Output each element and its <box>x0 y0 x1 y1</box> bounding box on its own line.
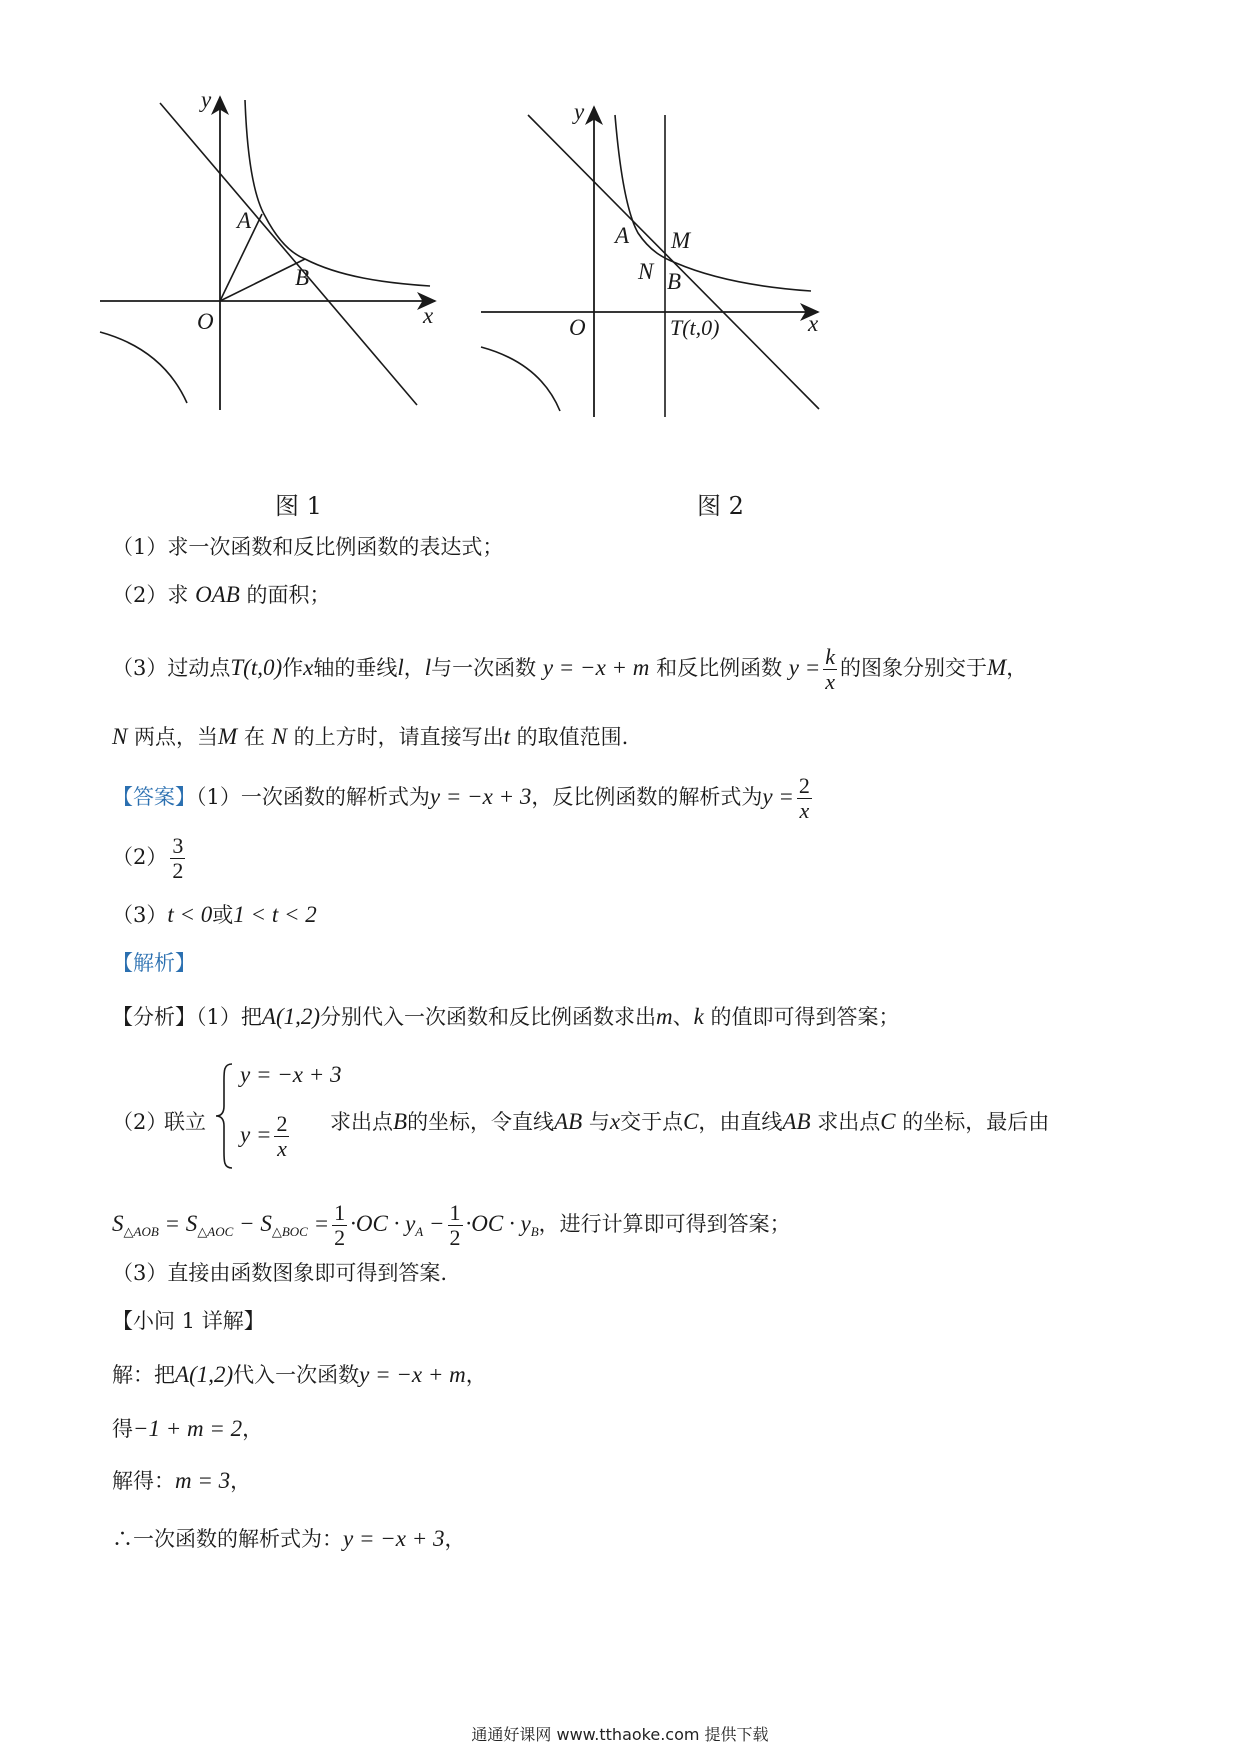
linear-function-line <box>160 103 417 405</box>
answer-3: （3）t < 0或1 < t < 2 <box>112 902 317 927</box>
label-B: B <box>667 269 682 294</box>
label-M: M <box>671 228 691 253</box>
question-3-line-2: N 两点，当M 在 N 的上方时，请直接写出t 的取值范围. <box>112 724 629 749</box>
detail-line-4: ∴一次函数的解析式为：y = −x + 3， <box>112 1526 466 1551</box>
analysis-part-1: 【分析】（1）把A(1,2)分别代入一次函数和反比例函数求出m、k 的值即可得到答案； <box>112 1004 900 1029</box>
analysis-tag: 【解析】 <box>112 951 196 975</box>
answer-1: 【答案】（1）一次函数的解析式为y = −x + 3，反比例函数的解析式为y = $\frac{2}{x}$ <box>112 773 810 823</box>
label-T: T(t,0) <box>670 315 720 340</box>
segment-OB <box>220 259 305 301</box>
answer-2: （2） $\frac{3}{2}$ <box>112 833 184 883</box>
detail-tag: 【小问 1 详解】 <box>112 1309 265 1333</box>
label-B: B <box>295 265 310 290</box>
label-A: A <box>615 223 630 248</box>
label-y: y <box>574 99 585 124</box>
label-N: N <box>638 259 654 284</box>
linear-function-line <box>528 115 819 409</box>
detail-line-1: 解：把A(1,2)代入一次函数y = −x + m， <box>112 1362 487 1387</box>
label-x: x <box>808 311 819 336</box>
detail-line-2: 得−1 + m = 2， <box>112 1416 264 1441</box>
figure-1-caption: 图 1 <box>275 492 322 520</box>
hyperbola-branch-1 <box>245 100 430 286</box>
label-x: x <box>423 303 434 328</box>
footer-watermark: 通通好课网 www.tthaoke.com 提供下载 <box>471 1725 769 1744</box>
detail-line-3: 解得：m = 3， <box>112 1468 252 1493</box>
hyperbola-branch-3 <box>481 347 560 411</box>
analysis-part-3: （3）直接由函数图象即可得到答案. <box>112 1261 448 1285</box>
label-A: A <box>237 208 252 233</box>
question-2: （2）求 OAB 的面积； <box>112 582 331 607</box>
hyperbola-branch-3 <box>100 332 187 403</box>
question-1: （1）求一次函数和反比例函数的表达式； <box>112 535 504 559</box>
label-y: y <box>201 87 212 112</box>
figure-1 <box>95 85 455 425</box>
label-O: O <box>569 315 586 340</box>
system-brace <box>214 1060 236 1172</box>
label-O: O <box>197 309 214 334</box>
figure-2 <box>478 95 858 425</box>
area-formula: $S_{\triangle AOB} = S_{\triangle AOC} - S_{\triangle BOC}$ = $\frac{1}{2}$ $\cdot OC \cdot y_A$ − $\frac{1}{2}$ $\cdot OC \cdot y_B$，进行计算即可得到答案； <box>112 1200 791 1250</box>
figure-2-caption: 图 2 <box>697 492 744 520</box>
question-3-line-1: （3）过动点T(t,0)作x轴的垂线l，l与一次函数 y = −x + m 和反比例函数 y = $\frac{k}{x}$ 的图象分别交于M， <box>112 644 1028 694</box>
